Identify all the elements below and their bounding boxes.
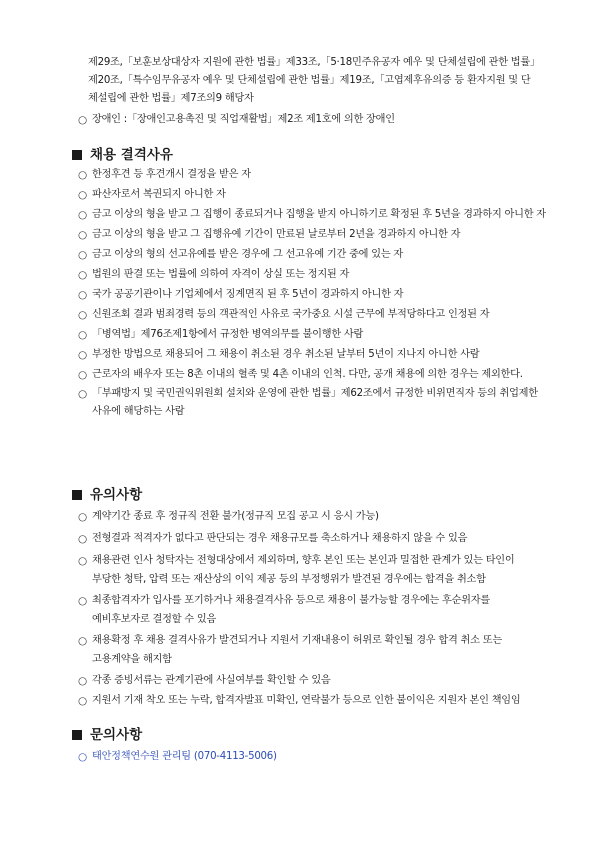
bullet-icon: ○ [78,369,88,381]
disqual-item: 금고 이상의 형을 받고 그 집행이 종료되거나 집행을 받지 아니하기로 확정된 후 5년을 경과하지 아니한 자 [92,209,546,220]
bullet-icon: ○ [78,751,88,763]
section-heading-notes [72,486,142,504]
bullet-icon: ○ [78,289,88,301]
bullet-icon: ○ [78,555,88,567]
note-item-line-2: 예비후보자로 결정할 수 있음 [92,614,217,625]
disqual-item: 파산자로서 복권되지 아니한 자 [92,189,226,200]
bullet-icon: ○ [78,695,88,707]
disqual-item: 한정후견 등 후견개시 결정을 받은 자 [92,169,251,180]
section-title: 문의사항 [90,727,143,743]
bullet-icon: ○ [78,249,88,261]
disqual-item-line-1: 「부패방지 및 국민권익위원회 설치와 운영에 관한 법률」제62조에서 규정한 비위면직자 등의 취업제한 [92,388,538,399]
disabled-criteria: 장애인 :「장애인고용촉진 및 직업재활법」제2조 제1호에 의한 장애인 [92,114,395,125]
bullet-icon: ○ [78,114,88,126]
section-heading-contact [72,726,142,744]
square-bullet-icon [72,150,82,160]
bullet-icon: ○ [78,533,88,545]
note-item: 각종 증빙서류는 관계기관에 사실여부를 확인할 수 있음 [92,675,331,686]
bullet-icon: ○ [78,511,88,523]
note-item-line-1: 채용관련 인사 청탁자는 전형대상에서 제외하며, 향후 본인 또는 본인과 밀접한 관계가 있는 타인이 [92,555,515,566]
disqual-item: 금고 이상의 형을 받고 그 집행유예 기간이 만료된 날로부터 2년을 경과하지 아니한 자 [92,229,461,240]
disqual-item: 금고 이상의 형의 선고유예를 받은 경우에 그 선고유예 기간 중에 있는 자 [92,249,404,260]
note-item: 계약기간 종료 후 정규직 전환 불가(정규직 모집 공고 시 응시 가능) [92,511,379,522]
bullet-icon: ○ [78,595,88,607]
note-item-line-1: 최종합격자가 입사를 포기하거나 채용결격사유 등으로 채용이 불가능할 경우에는 후순위자를 [92,595,490,606]
bullet-icon: ○ [78,309,88,321]
disqual-item: 「병역법」제76조제1항에서 규정한 병역의무를 불이행한 사람 [92,329,364,340]
square-bullet-icon [72,730,82,740]
note-item: 지원서 기재 착오 또는 누락, 합격자발표 미확인, 연락불가 등으로 인한 불이익은 지원자 본인 책임임 [92,695,521,706]
bullet-icon: ○ [78,269,88,281]
section-title: 유의사항 [90,487,143,503]
section-heading-disqualification [72,146,173,164]
disqual-item: 근로자의 배우자 또는 8촌 이내의 혈족 및 4촌 이내의 인척. 다만, 공개 채용에 의한 경우는 제외한다. [92,369,523,380]
bullet-icon: ○ [78,635,88,647]
section-title: 채용 결격사유 [90,147,173,163]
intro-line-1: 제29조,「보훈보상대상자 지원에 관한 법률」제33조,「5·18민주유공자 예우 및 단체설립에 관한 법률」 [88,57,540,68]
bullet-icon: ○ [78,388,88,400]
intro-line-2: 제20조,「특수임무유공자 예우 및 단체설립에 관한 법률」제19조,「고엽제후유의증 등 환자지원 및 단 [88,75,531,86]
bullet-icon: ○ [78,169,88,181]
bullet-icon: ○ [78,189,88,201]
disqual-item: 법원의 판결 또는 법률에 의하여 자격이 상실 또는 정지된 자 [92,269,350,280]
note-item-line-1: 채용확정 후 채용 결격사유가 발견되거나 지원서 기재내용이 허위로 확인될 경우 합격 취소 또는 [92,635,502,646]
bullet-icon: ○ [78,229,88,241]
disqual-item-line-2: 사유에 해당하는 사람 [92,406,185,417]
disqual-item: 신원조회 결과 범죄경력 등의 객관적인 사유로 국가중요 시설 근무에 부적당하다고 인정된 자 [92,309,490,320]
note-item-line-2: 부당한 청탁, 압력 또는 재산상의 이익 제공 등의 부정행위가 발견된 경우에는 합격을 취소함 [92,574,486,585]
bullet-icon: ○ [78,349,88,361]
bullet-icon: ○ [78,675,88,687]
contact-info: 태안정책연수원 관리팀 (070-4113-5006) [92,751,277,762]
bullet-icon: ○ [78,329,88,341]
square-bullet-icon [72,490,82,500]
note-item: 전형결과 적격자가 없다고 판단되는 경우 채용규모를 축소하거나 채용하지 않을 수 있음 [92,533,468,544]
disqual-item: 부정한 방법으로 채용되어 그 채용이 취소된 경우 취소된 날부터 5년이 지나지 아니한 사람 [92,349,480,360]
intro-line-3: 체설립에 관한 법률」제7조의9 해당자 [88,93,254,104]
disqual-item: 국가 공공기관이나 기업체에서 징계면직 된 후 5년이 경과하지 아니한 자 [92,289,404,300]
note-item-line-2: 고용계약을 해지함 [92,654,172,665]
bullet-icon: ○ [78,209,88,221]
